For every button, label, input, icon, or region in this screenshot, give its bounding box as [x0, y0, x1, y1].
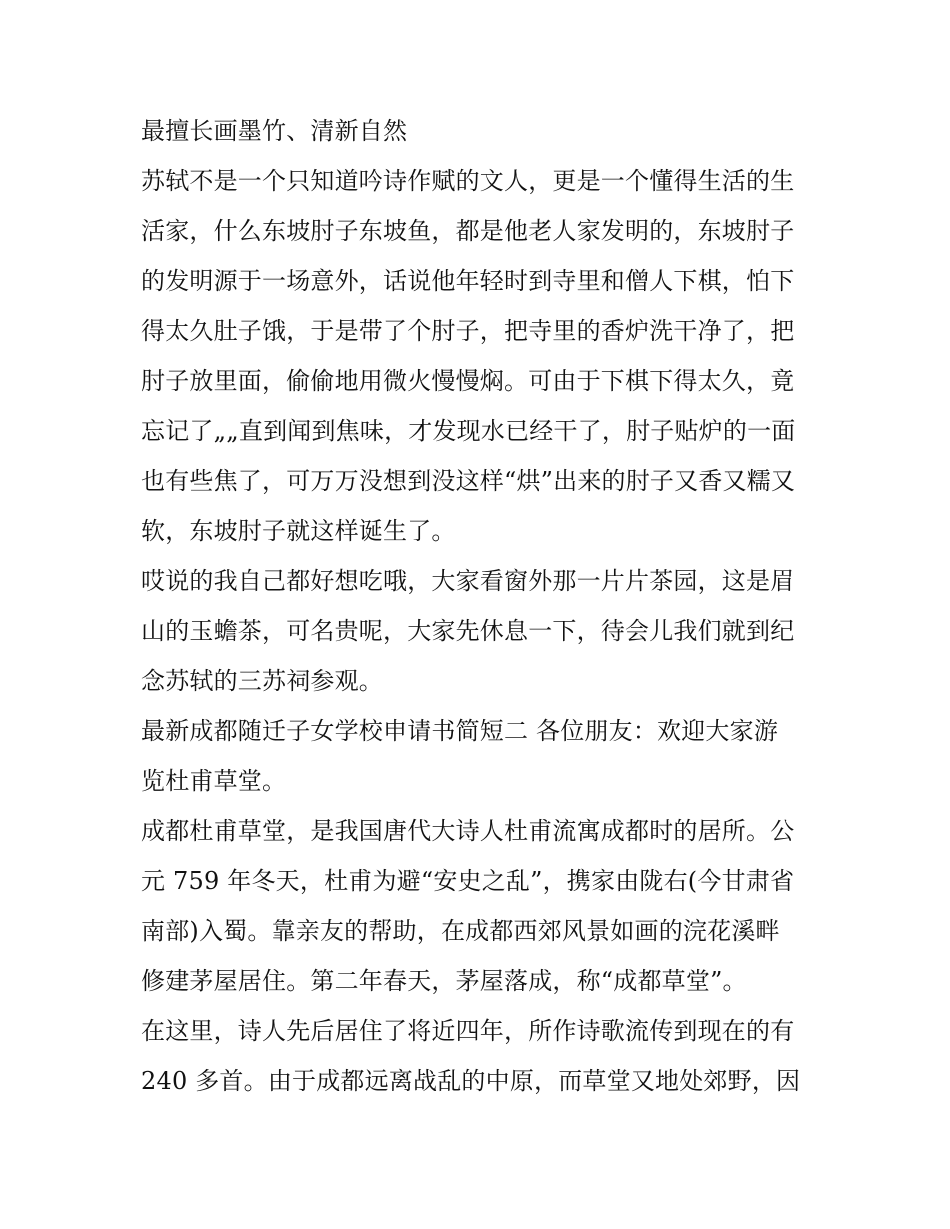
text-line: 修建茅屋居住。第二年春天，茅屋落成，称“成都草堂”。: [141, 967, 747, 995]
text-line: 肘子放里面，偷偷地用微火慢慢焖。可由于下棋下得太久，竟: [141, 367, 795, 395]
text-line: 在这里，诗人先后居住了将近四年，所作诗歌流传到现在的有: [141, 1017, 795, 1045]
text-line: 软，东坡肘子就这样诞生了。: [141, 517, 456, 545]
text-line: 成都杜甫草堂，是我国唐代大诗人杜甫流寓成都时的居所。公: [141, 817, 795, 845]
text-line: 最新成都随迁子女学校申请书简短二 各位朋友：欢迎大家游: [141, 717, 779, 745]
text-line: 活家，什么东坡肘子东坡鱼，都是他老人家发明的，东坡肘子: [141, 217, 795, 245]
text-line: 得太久肚子饿，于是带了个肘子，把寺里的香炉洗干净了，把: [141, 317, 795, 345]
text-line: 哎说的我自己都好想吃哦，大家看窗外那一片片茶园，这是眉: [141, 567, 795, 595]
text-line: 念苏轼的三苏祠参观。: [141, 667, 383, 695]
text-line: 最擅长画墨竹、清新自然: [141, 117, 408, 145]
text-line: 山的玉蟾茶，可名贵呢，大家先休息一下，待会儿我们就到纪: [141, 617, 795, 645]
text-line: 苏轼不是一个只知道吟诗作赋的文人，更是一个懂得生活的生: [141, 167, 795, 195]
text-line: 南部)入蜀。靠亲友的帮助，在成都西郊风景如画的浣花溪畔: [141, 917, 780, 945]
text-line: 元 759 年冬天，杜甫为避“安史之乱”，携家由陇右(今甘肃省: [141, 867, 795, 895]
text-line: 览杜甫草堂。: [141, 767, 287, 795]
text-line: 忘记了„„直到闻到焦味，才发现水已经干了，肘子贴炉的一面: [141, 417, 796, 445]
text-line: 的发明源于一场意外，话说他年轻时到寺里和僧人下棋，怕下: [141, 267, 795, 295]
text-line: 240 多首。由于成都远离战乱的中原，而草堂又地处郊野，因: [141, 1067, 801, 1095]
document-body: [141, 106, 813, 1106]
text-line: 也有些焦了，可万万没想到没这样“烘”出来的肘子又香又糯又: [141, 467, 796, 495]
